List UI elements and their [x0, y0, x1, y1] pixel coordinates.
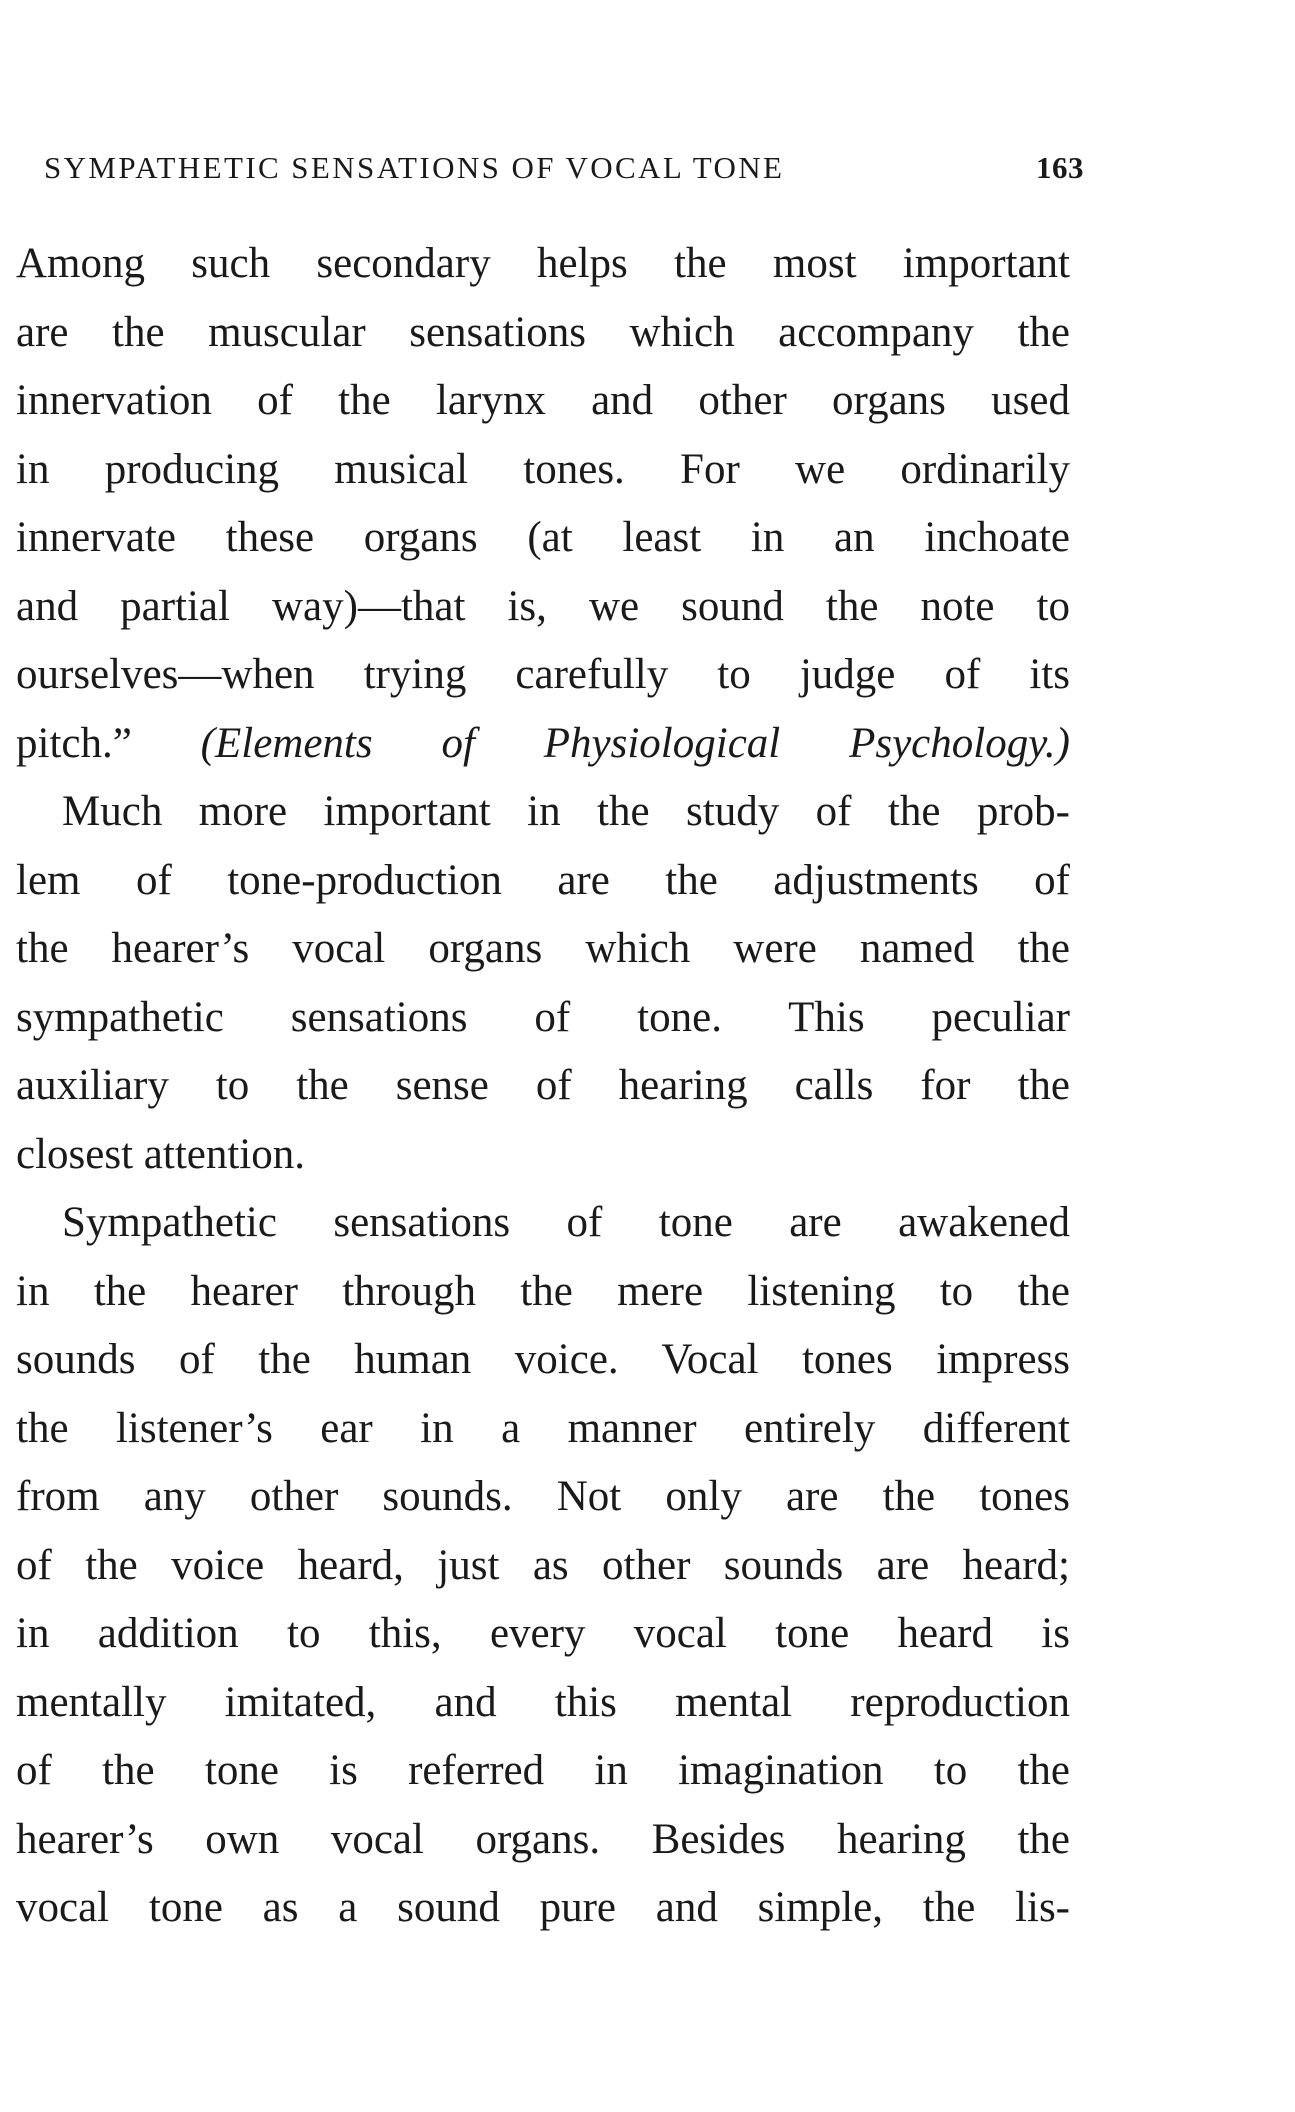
citation-prefix: pitch.”: [16, 719, 201, 767]
text-line: are the muscular sensations which accompany the: [16, 308, 1070, 356]
text-line: hearer’s own vocal organs. Besides hearing the: [16, 1815, 1070, 1863]
text-line: in addition to this, every vocal tone heard is: [16, 1610, 1070, 1657]
running-head: [44, 150, 1084, 186]
text-line: lem of tone-production are the adjustments of: [16, 856, 1070, 904]
text-line: auxiliary to the sense of hearing calls for the: [16, 1062, 1070, 1109]
text-line: mentally imitated, and this mental reproduction: [16, 1678, 1070, 1726]
paragraph-start-line: Much more important in the study of the prob-: [62, 788, 1070, 835]
citation-title: (Elements of Physiological Psychology.): [200, 719, 1070, 767]
running-head-title: SYMPATHETIC SENSATIONS OF VOCAL TONE: [44, 150, 785, 185]
text-line: in producing musical tones. For we ordinarily: [16, 445, 1070, 493]
text-line: sounds of the human voice. Vocal tones impress: [16, 1336, 1070, 1383]
text-line: Among such secondary helps the most important: [16, 240, 1070, 287]
text-line-citation: [16, 710, 1070, 779]
text-line: ourselves—when trying carefully to judge of its: [16, 651, 1070, 698]
text-line: the listener’s ear in a manner entirely different: [16, 1404, 1070, 1452]
text-line: from any other sounds. Not only are the tones: [16, 1473, 1070, 1520]
body-text: [16, 230, 1070, 1943]
text-line: in the hearer through the mere listening to the: [16, 1267, 1070, 1315]
text-line: innervation of the larynx and other organs used: [16, 377, 1070, 424]
text-line: sympathetic sensations of tone. This peculiar: [16, 993, 1070, 1041]
text-line: the hearer’s vocal organs which were named the: [16, 925, 1070, 972]
text-line: closest attention.: [16, 1130, 305, 1178]
text-line: of the tone is referred in imagination to the: [16, 1747, 1070, 1794]
text-line: vocal tone as a sound pure and simple, the lis-: [16, 1884, 1070, 1931]
text-line: innervate these organs (at least in an inchoate: [16, 514, 1070, 561]
text-line: and partial way)—that is, we sound the note to: [16, 582, 1070, 630]
paragraph-start-line: Sympathetic sensations of tone are awakened: [62, 1199, 1070, 1246]
page-number: 163: [1036, 150, 1084, 185]
text-line: of the voice heard, just as other sounds are heard;: [16, 1541, 1070, 1589]
